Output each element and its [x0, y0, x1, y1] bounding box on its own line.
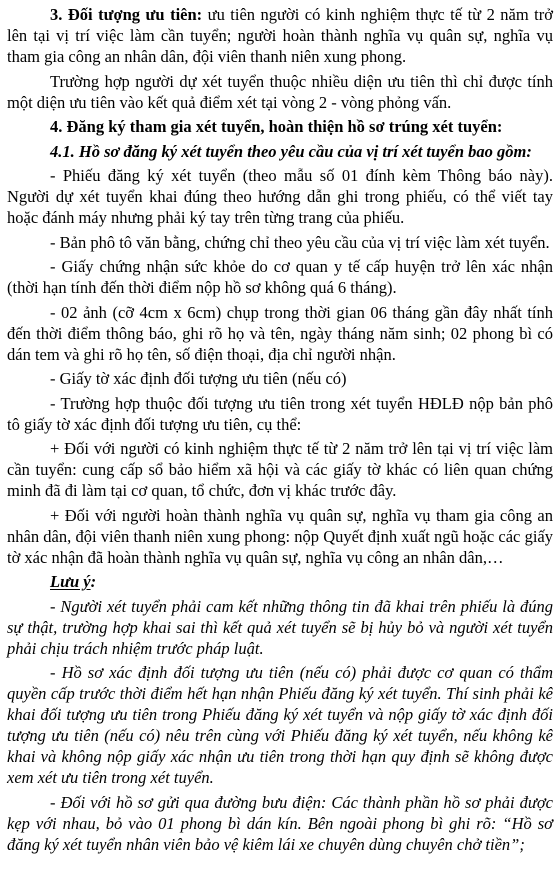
priority-subjects-paragraph: [7, 4, 553, 67]
multiple-priority-note: Trường hợp người dự xét tuyển thuộc nhiều diện ưu tiên thì chỉ được tính một diện ưu tiên vào kết quả điểm xét tại vòng 2 - vòng phỏng vấn.: [7, 71, 553, 112]
notes-heading: [7, 571, 553, 592]
dossier-item-photos-envelopes: - 02 ảnh (cỡ 4cm x 6cm) chụp trong thời gian 06 tháng gần đây nhất tính đến thời điểm thông báo, ghi rõ họ và tên, ngày tháng năm sinh; 02 phong bì có dán tem và ghi rõ họ tên, số điện thoại, địa chỉ người nhận.: [7, 302, 553, 364]
dossier-item-health-certificate: - Giấy chứng nhận sức khỏe do cơ quan y tế cấp huyện trở lên xác nhận (thời hạn tính đến thời điểm nộp hồ sơ không quá 6 tháng).: [7, 257, 553, 297]
note-item-postal-submission: - Đối với hồ sơ gửi qua đường bưu điện: Các thành phần hồ sơ phải được kẹp với nhau, bỏ vào 01 phong bì dán kín. Bên ngoài phong bì ghi rõ: “Hồ sơ đăng ký xét tuyển nhân viên bảo vệ kiêm lái xe chuyên dùng chuyên chở tiền”;: [7, 792, 553, 854]
dossier-item-application-form: - Phiếu đăng ký xét tuyển (theo mẫu số 01 đính kèm Thông báo này). Người dự xét tuyển khai đúng theo hướng dẫn ghi trong phiếu, có thể viết tay hoặc đánh máy nhưng phải ký tay trên từng trang của phiếu.: [7, 166, 553, 227]
priority-proof-military-service: + Đối với người hoàn thành nghĩa vụ quân sự, nghĩa vụ tham gia công an nhân dân, đội viên thanh niên xung phong: nộp Quyết định xuất ngũ hoặc các giấy tờ xác nhận đã hoàn thành nghĩa vụ quân sự, nghĩa vụ công an nhân dân,…: [7, 505, 553, 567]
notes-label: Lưu ý: [50, 572, 91, 591]
priority-subjects-heading: 3. Đối tượng ưu tiên:: [50, 5, 203, 24]
application-dossier-heading: 4.1. Hồ sơ đăng ký xét tuyển theo yêu cầu của vị trí xét tuyển bao gồm:: [50, 141, 532, 161]
note-item-commitment: - Người xét tuyển phải cam kết những thông tin đã khai trên phiếu là đúng sự thật, trường hợp khai sai thì kết quả xét tuyển sẽ bị hủy bỏ và người xét tuyển phải chịu trách nhiệm trước pháp luật.: [7, 596, 553, 658]
dossier-item-priority-case: - Trường hợp thuộc đối tượng ưu tiên trong xét tuyển HĐLĐ nộp bản phô tô giấy tờ xác định đối tượng ưu tiên, cụ thể:: [7, 393, 553, 434]
dossier-item-priority-documents: - Giấy tờ xác định đối tượng ưu tiên (nếu có): [50, 369, 347, 388]
priority-proof-work-experience: + Đối với người có kinh nghiệm thực tế từ 2 năm trở lên tại vị trí việc làm cần tuyển: cung cấp sổ bảo hiểm xã hội và các giấy tờ khác có liên quan chứng minh đã đi làm tại cơ quan, tổ chức, đơn vị khác trước đây.: [7, 439, 553, 500]
registration-section-heading: 4. Đăng ký tham gia xét tuyển, hoàn thiện hồ sơ trúng xét tuyển:: [50, 117, 503, 136]
note-item-priority-deadline: - Hồ sơ xác định đối tượng ưu tiên (nếu có) phải được cơ quan có thẩm quyền cấp trước thời điểm hết hạn nhận Phiếu đăng ký xét tuyển. Thí sinh phải kê khai đối tượng ưu tiên trong Phiếu đăng ký xét tuyển và nộp giấy tờ xác định đối tượng ưu tiên (nếu có) nêu trên cùng với Phiếu đăng ký xét tuyển, nếu không kê khai và không nộp giấy xác nhận ưu tiên trong thời hạn quy định sẽ không được xem xét ưu tiên trong xét tuyển.: [7, 663, 553, 787]
notes-label-colon: :: [90, 572, 97, 591]
dossier-item-diploma-copies: - Bản phô tô văn bằng, chứng chỉ theo yêu cầu của vị trí việc làm xét tuyển.: [50, 232, 550, 252]
priority-subjects-text: ưu tiên người có kinh nghiệm thực tế từ 2 năm trở lên tại vị trí việc làm cần tuyển; người hoàn thành nghĩa vụ quân sự, nghĩa vụ tham gia công an nhân dân, đội viên thanh niên xung phong.: [7, 5, 553, 66]
